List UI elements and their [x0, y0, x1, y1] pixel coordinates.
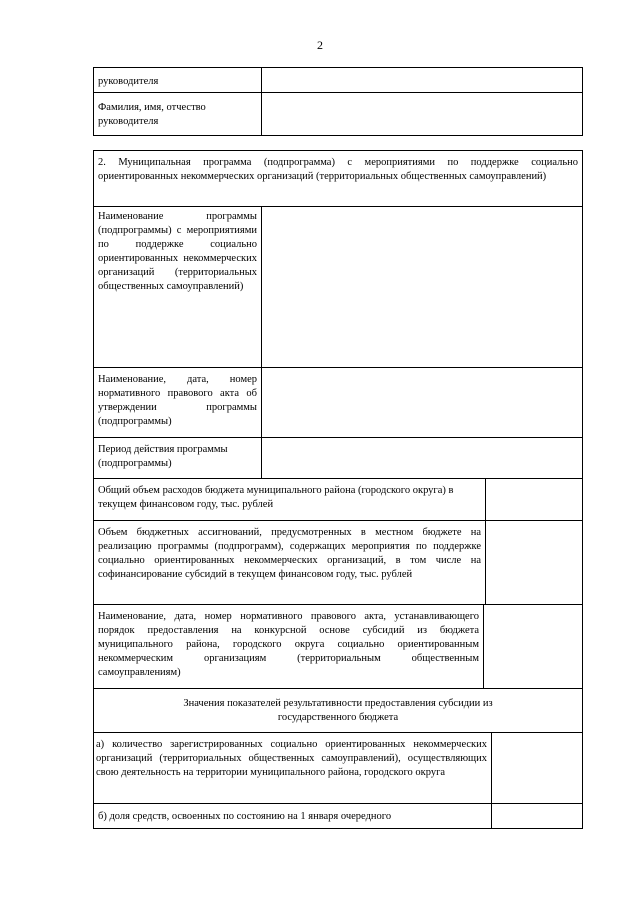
- leader-fullname-value[interactable]: [262, 93, 582, 135]
- total-expenses-value[interactable]: [486, 479, 582, 520]
- legal-act-label: Наименование, дата, номер нормативного правового акта об утверждении программы (подпрограммы): [98, 374, 257, 427]
- page-number: 2: [317, 38, 323, 52]
- budget-allocations-value[interactable]: [486, 521, 582, 604]
- subsidy-procedure-value[interactable]: [484, 605, 582, 688]
- leader-position-value[interactable]: [262, 68, 582, 92]
- row-divider: [93, 688, 583, 689]
- subsidy-procedure-label: Наименование, дата, номер нормативного правового акта, устанавливающего порядок предоставления на конкурсной основе субсидий из бюджета муниципального района, городского округа социально ориентированным некоммерческим организациям (территориальным общественным самоуправлениям): [98, 611, 479, 678]
- budget-allocations-label: Объем бюджетных ассигнований, предусмотренных в местном бюджете на реализацию программы (подпрограмм), содержащих мероприятия по поддержке социально ориентированных некоммерческих организаций, в том числе на софинансирование субсидий в текущем финансовом году, тыс. рублей: [98, 527, 481, 580]
- indicator-a-label: а) количество зарегистрированных социально ориентированных некоммерческих организаций (территориальных общественных самоуправлений), осуществляющих свою деятельность на территории муниципального района, городского округа: [96, 739, 487, 778]
- indicators-header: Значения показателей результативности предоставления субсидии из государственного бюджета: [183, 698, 493, 723]
- program-name-label: Наименование программы (подпрограммы) с мероприятиями по поддержке социально ориентированных некоммерческих организаций (территориальных общественных самоуправлений): [98, 211, 257, 292]
- total-expenses-label: Общий объем расходов бюджета муниципального района (городского округа) в текущем финансовом году, тыс. рублей: [98, 485, 454, 510]
- indicator-b-value[interactable]: [492, 804, 582, 829]
- section-title: 2. Муниципальная программа (подпрограмма) с мероприятиями по поддержке социально ориентированных некоммерческих организаций (территориальных общественных самоуправлений): [98, 157, 578, 182]
- leader-position-label: руководителя: [98, 76, 159, 87]
- legal-act-value[interactable]: [262, 368, 582, 437]
- program-period-label: Период действия программы (подпрограммы): [98, 444, 228, 469]
- indicator-b-label: б) доля средств, освоенных по состоянию на 1 января очередного: [98, 811, 392, 822]
- program-name-value[interactable]: [262, 207, 582, 367]
- indicator-a-value[interactable]: [492, 733, 582, 803]
- leader-fullname-label: Фамилия, имя, отчество руководителя: [98, 102, 206, 127]
- program-period-value[interactable]: [262, 438, 582, 478]
